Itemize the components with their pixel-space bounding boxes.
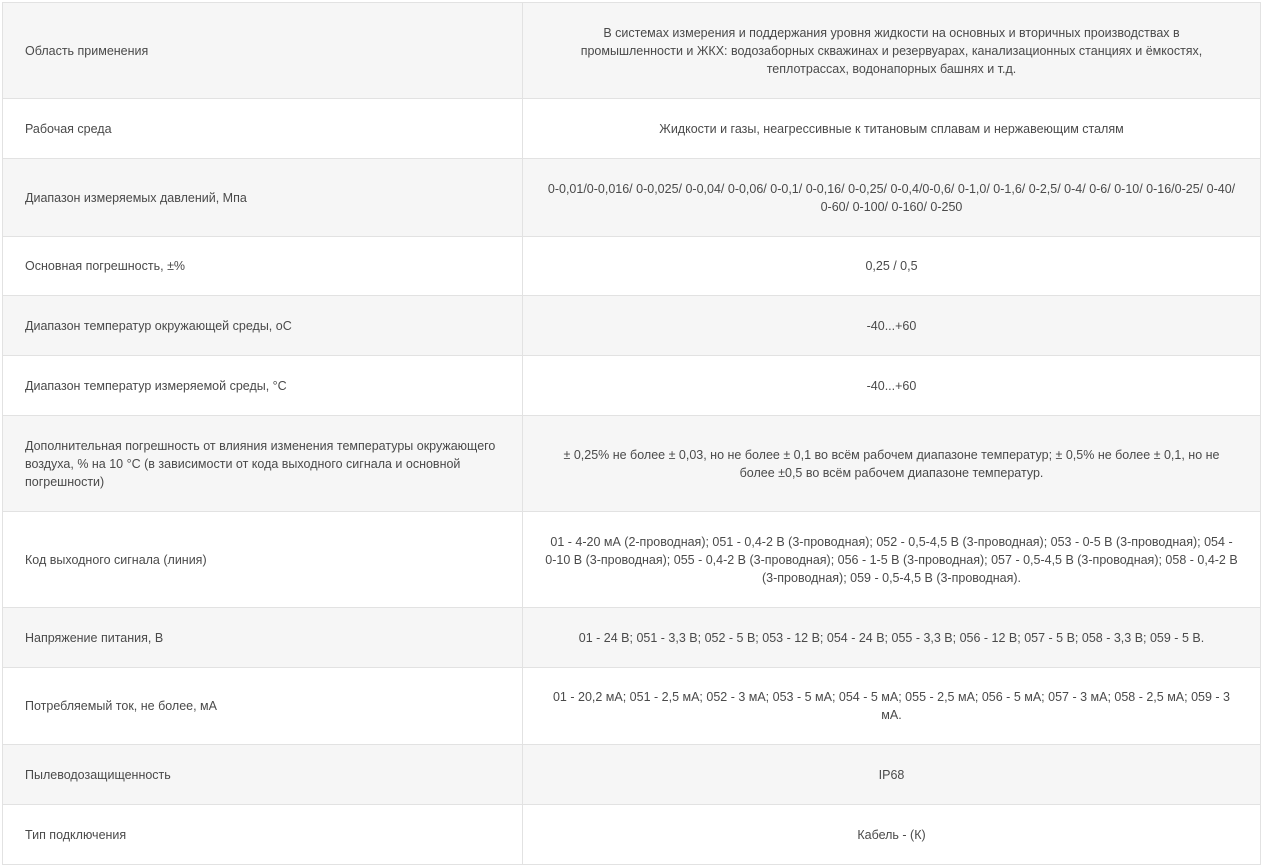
parameter-value bbox=[523, 805, 1261, 865]
parameter-name-text: Область применения bbox=[25, 43, 149, 58]
table-row bbox=[3, 608, 1261, 668]
parameter-name-text: Основная погрешность, ±% bbox=[25, 259, 186, 273]
parameter-name bbox=[3, 99, 523, 159]
table-row bbox=[3, 237, 1261, 296]
table-row bbox=[3, 668, 1261, 745]
parameter-name bbox=[3, 356, 523, 416]
parameter-name bbox=[3, 416, 523, 512]
parameter-name bbox=[3, 608, 523, 668]
parameter-name bbox=[3, 512, 523, 608]
table-row bbox=[3, 512, 1261, 608]
parameter-value-text: Кабель - (К) bbox=[857, 827, 926, 842]
parameter-name bbox=[3, 237, 523, 296]
parameter-name bbox=[3, 745, 523, 805]
parameter-name-text: Потребляемый ток, не более, мА bbox=[25, 699, 217, 713]
parameter-name-text: Рабочая среда bbox=[25, 121, 112, 136]
parameter-value bbox=[523, 99, 1261, 159]
parameter-value bbox=[523, 745, 1261, 805]
parameter-value-text: 01 - 24 В; 051 - 3,3 В; 052 - 5 В; 053 - 12 В; 054 - 24 В; 055 - 3,3 В; 056 - 12 В; 057 - 5 В; 058 - 3,3 В; 059 - 5 В. bbox=[578, 630, 1205, 645]
parameter-name-text: Напряжение питания, В bbox=[25, 630, 164, 645]
parameter-value-text: 01 - 20,2 мА; 051 - 2,5 мА; 052 - 3 мА; 053 - 5 мА; 054 - 5 мА; 055 - 2,5 мА; 056 - 5 мА; 057 - 3 мА; 058 - 2,5 мА; 059 - 3 мА. bbox=[552, 690, 1230, 722]
parameter-value-text: 0-0,01/0-0,016/ 0-0,025/ 0-0,04/ 0-0,06/ 0-0,1/ 0-0,16/ 0-0,25/ 0-0,4/0-0,6/ 0-1,0/ 0-1,6/ 0-2,5/ 0-4/ 0-6/ 0-10/ 0-16/0-25/ 0-40/ 0-60/ 0-100/ 0-160/ 0-250 bbox=[547, 181, 1236, 214]
table-row bbox=[3, 296, 1261, 356]
specifications-table bbox=[2, 2, 1261, 865]
parameter-value-text: ± 0,25% не более ± 0,03, но не более ± 0,1 во всём рабочем диапазоне температур; ± 0,5% не более ± 0,1, но не более ±0,5 во всём рабочем диапазоне температур. bbox=[563, 447, 1220, 480]
table-row bbox=[3, 3, 1261, 99]
parameter-value-text: IP68 bbox=[878, 767, 905, 782]
table-row bbox=[3, 159, 1261, 237]
parameter-name bbox=[3, 3, 523, 99]
parameter-name-text: Дополнительная погрешность от влияния изменения температуры окружающего воздуха, % на 10 °С (в зависимости от кода выходного сигнала и основной погрешности) bbox=[25, 438, 496, 489]
parameter-name-text: Диапазон измеряемых давлений, Мпа bbox=[25, 190, 247, 205]
parameter-value bbox=[523, 237, 1261, 296]
parameter-name bbox=[3, 296, 523, 356]
parameter-name bbox=[3, 159, 523, 237]
parameter-name bbox=[3, 805, 523, 865]
parameter-value bbox=[523, 668, 1261, 745]
parameter-value-text: Жидкости и газы, неагрессивные к титановым сплавам и нержавеющим сталям bbox=[659, 121, 1124, 136]
parameter-name-text: Тип подключения bbox=[25, 827, 127, 842]
parameter-name-text: Диапазон температур окружающей среды, оС bbox=[25, 318, 292, 333]
table-row bbox=[3, 99, 1261, 159]
parameter-value-text: -40...+60 bbox=[866, 378, 917, 393]
parameter-value-text: 01 - 4-20 мА (2-проводная); 051 - 0,4-2 В (3-проводная); 052 - 0,5-4,5 В (3-проводная); 053 - 0-5 В (3-проводная); 054 - 0-10 В (3-проводная); 055 - 0,4-2 В (3-проводная); 056 - 1-5 В (3-проводная); 057 - 0,5-4,5 В (3-проводная); 058 - 0,4-2 В (3-проводная); 059 - 0,5-4,5 В (3-проводная). bbox=[545, 534, 1238, 585]
parameter-name-text: Код выходного сигнала (линия) bbox=[25, 552, 207, 567]
parameter-value bbox=[523, 356, 1261, 416]
parameter-value-text: -40...+60 bbox=[866, 318, 917, 333]
parameter-value bbox=[523, 416, 1261, 512]
table-row bbox=[3, 745, 1261, 805]
parameter-value bbox=[523, 159, 1261, 237]
parameter-value bbox=[523, 512, 1261, 608]
parameter-name-text: Пылеводозащищенность bbox=[25, 767, 171, 782]
parameter-value bbox=[523, 296, 1261, 356]
table-row bbox=[3, 805, 1261, 865]
parameter-value bbox=[523, 608, 1261, 668]
parameter-value bbox=[523, 3, 1261, 99]
parameter-value-text: 0,25 / 0,5 bbox=[865, 259, 918, 273]
table-row bbox=[3, 356, 1261, 416]
parameter-name-text: Диапазон температур измеряемой среды, °С bbox=[25, 378, 287, 393]
parameter-value-text: В системах измерения и поддержания уровня жидкости на основных и вторичных производствах в промышленности и ЖКХ: водозаборных скважинах и резервуарах, канализационных станциях и ёмкостях, теплотрассах, водонапорных башнях и т.д. bbox=[580, 25, 1203, 76]
table-row bbox=[3, 416, 1261, 512]
parameter-name bbox=[3, 668, 523, 745]
